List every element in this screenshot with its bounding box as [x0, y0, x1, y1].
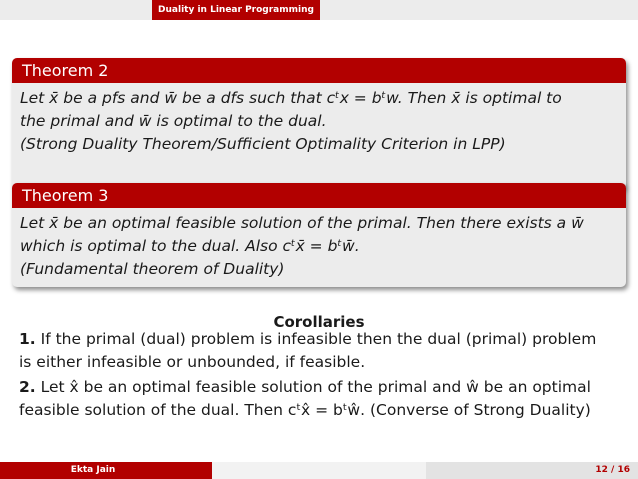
theorem-3-line-3: (Fundamental theorem of Duality) — [20, 260, 285, 278]
footer-middle-bar — [212, 462, 426, 479]
corollary-2-text-1: Let x̂ be an optimal feasible solution of the primal and ŵ be an optimal — [40, 378, 591, 396]
theorem-3-line-1: Let x̄ be an optimal feasible solution of the primal. Then there exists a w̄ — [20, 214, 584, 232]
theorem-2-block — [12, 58, 626, 189]
corollaries-heading: Corollaries — [273, 313, 365, 331]
corollary-1-line-2: is either infeasible or unbounded, if feasible. — [19, 353, 366, 371]
corollary-1-text-1: If the primal (dual) problem is infeasible then the dual (primal) problem — [40, 330, 597, 348]
corollary-1 — [19, 328, 623, 374]
slide-section-title[interactable]: Duality in Linear Programming — [152, 0, 320, 20]
theorem-2-line-2: the primal and w̄ is optimal to the dual. — [20, 112, 327, 130]
theorem-2-line-3: (Strong Duality Theorem/Sufficient Optimality Criterion in LPP) — [20, 135, 506, 153]
theorem-3-block — [12, 183, 626, 287]
corollary-2-line-2: feasible solution of the dual. Then cᵗx̂ = bᵗŵ. (Converse of Strong Duality) — [19, 401, 591, 419]
footer-author: Ekta Jain — [70, 465, 116, 475]
corollary-2-line-1 — [19, 376, 623, 399]
theorem-3-title: Theorem 3 — [12, 183, 626, 208]
theorem-3-line-2: which is optimal to the dual. Also cᵗx̄ = bᵗw̄. — [20, 237, 360, 255]
theorem-2-body — [12, 83, 626, 164]
corollary-2-number: 2. — [19, 378, 36, 396]
corollary-1-line-1 — [19, 328, 623, 351]
corollary-1-number: 1. — [19, 330, 36, 348]
theorem-2-title: Theorem 2 — [12, 58, 626, 83]
page-number: 12 / 16 — [595, 465, 630, 475]
theorem-3-body — [12, 208, 626, 287]
corollary-2 — [19, 376, 623, 422]
theorem-2-line-1: Let x̄ be a pfs and w̄ be a dfs such that cᵗx = bᵗw. Then x̄ is optimal to — [20, 89, 562, 107]
